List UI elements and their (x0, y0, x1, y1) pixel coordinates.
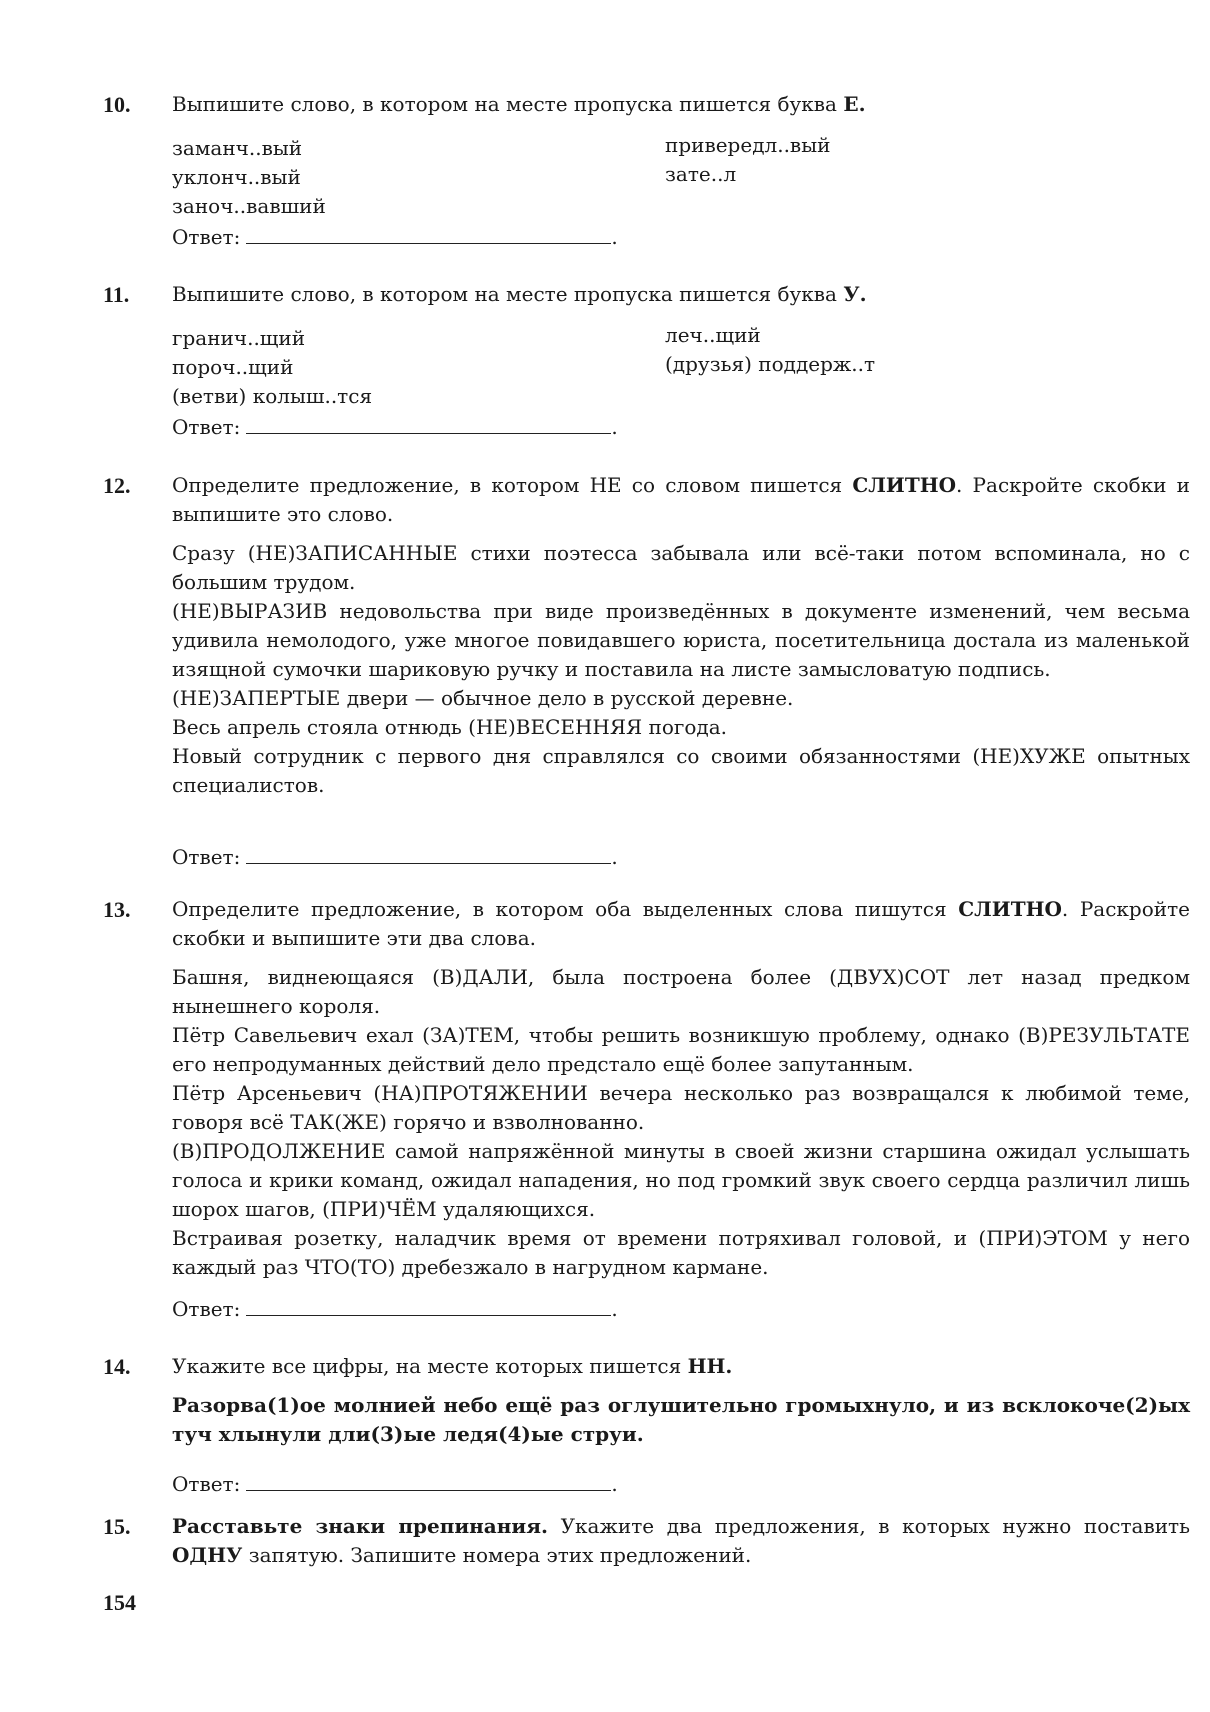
answer-line: Ответ: . (172, 415, 618, 439)
sentence: Новый сотрудник с первого дня справлялся со своими обязанностями (НЕ)ХУЖЕ опытных специалистов. (172, 744, 1190, 797)
answer-field[interactable] (246, 1297, 611, 1316)
option: уклонч..вый (172, 165, 301, 189)
answer-line: Ответ: . (172, 1297, 618, 1321)
sentence: (НЕ)ВЫРАЗИВ недовольства при виде произведённых в документе изменений, чем весьма удивила немолодого, уже многое повидавшего юриста, посетительница достала из маленькой изящной сумочки шариковую ручку и поставила на листе замысловатую подпись. (172, 599, 1190, 681)
task-instruction: Выпишите слово, в котором на месте пропуска пишется буква Е. (172, 92, 866, 116)
option: зате..л (665, 162, 737, 186)
task-instruction: Определите предложение, в котором НЕ со словом пишется СЛИТНО. Раскройте скобки и выпишите это слово. (172, 473, 1191, 526)
option: привередл..вый (665, 133, 831, 157)
answer-line: Ответ: . (172, 845, 618, 869)
task-number: 14. (103, 1354, 131, 1379)
option: гранич..щий (172, 326, 306, 350)
sentence: (В)ПРОДОЛЖЕНИЕ самой напряжённой минуты в своей жизни старшина ожидал услышать голоса и крики команд, ожидал нападения, но под громкий звук своего сердца различил лишь шорох шагов, (ПРИ)ЧЁМ удаляющихся. (172, 1139, 1190, 1221)
answer-field[interactable] (246, 1472, 611, 1491)
task-sentence: Разорва(1)ое молнией небо ещё раз оглушительно громыхнуло, и из всклокоче(2)ых туч хлынули дли(3)ые ледя(4)ые струи. (172, 1393, 1190, 1446)
task-instruction: Укажите все цифры, на месте которых пишется НН. (172, 1354, 733, 1378)
task-instruction: Расставьте знаки препинания. Укажите два предложения, в которых нужно поставить ОДНУ запятую. Запишите номера этих предложений. (172, 1514, 1190, 1567)
answer-field[interactable] (246, 225, 611, 244)
sentence: Пётр Савельевич ехал (ЗА)ТЕМ, чтобы решить возникшую проблему, однако (В)РЕЗУЛЬТАТЕ его непродуманных действий дело предстало ещё более запутанным. (172, 1023, 1190, 1076)
sentence: Башня, виднеющаяся (В)ДАЛИ, была построена более (ДВУХ)СОТ лет назад предком нынешнего короля. (172, 965, 1190, 1018)
sentence: Весь апрель стояла отнюдь (НЕ)ВЕСЕННЯЯ погода. (172, 715, 728, 739)
page-number: 154 (103, 1590, 136, 1615)
task-number: 10. (103, 92, 131, 117)
answer-field[interactable] (246, 415, 611, 434)
task-number: 12. (103, 473, 131, 498)
sentence: Пётр Арсеньевич (НА)ПРОТЯЖЕНИИ вечера несколько раз возвращался к любимой теме, говоря всё ТАК(ЖЕ) горячо и взволнованно. (172, 1081, 1190, 1134)
answer-field[interactable] (246, 845, 611, 864)
task-number: 11. (103, 282, 130, 307)
option: (ветви) колыш..тся (172, 384, 373, 408)
sentence: Встраивая розетку, наладчик время от времени потряхивал головой, и (ПРИ)ЭТОМ у него каждый раз ЧТО(ТО) дребезжало в нагрудном кармане. (172, 1226, 1190, 1279)
option: заноч..вавший (172, 194, 326, 218)
option: пороч..щий (172, 355, 294, 379)
sentence: Сразу (НЕ)ЗАПИСАННЫЕ стихи поэтесса забывала или всё-таки потом вспоминала, но с большим трудом. (172, 541, 1190, 594)
task-instruction: Определите предложение, в котором оба выделенных слова пишутся СЛИТНО. Раскройте скобки и выпишите эти два слова. (172, 897, 1190, 950)
task-number: 13. (103, 897, 131, 922)
option: (друзья) поддерж..т (665, 352, 876, 376)
option: леч..щий (665, 323, 761, 347)
sentence: (НЕ)ЗАПЕРТЫЕ двери — обычное дело в русской деревне. (172, 686, 794, 710)
option: заманч..вый (172, 136, 303, 160)
answer-line: Ответ: . (172, 1472, 618, 1496)
answer-line: Ответ: . (172, 225, 618, 249)
task-number: 15. (103, 1514, 131, 1539)
task-instruction: Выпишите слово, в котором на месте пропуска пишется буква У. (172, 282, 867, 306)
